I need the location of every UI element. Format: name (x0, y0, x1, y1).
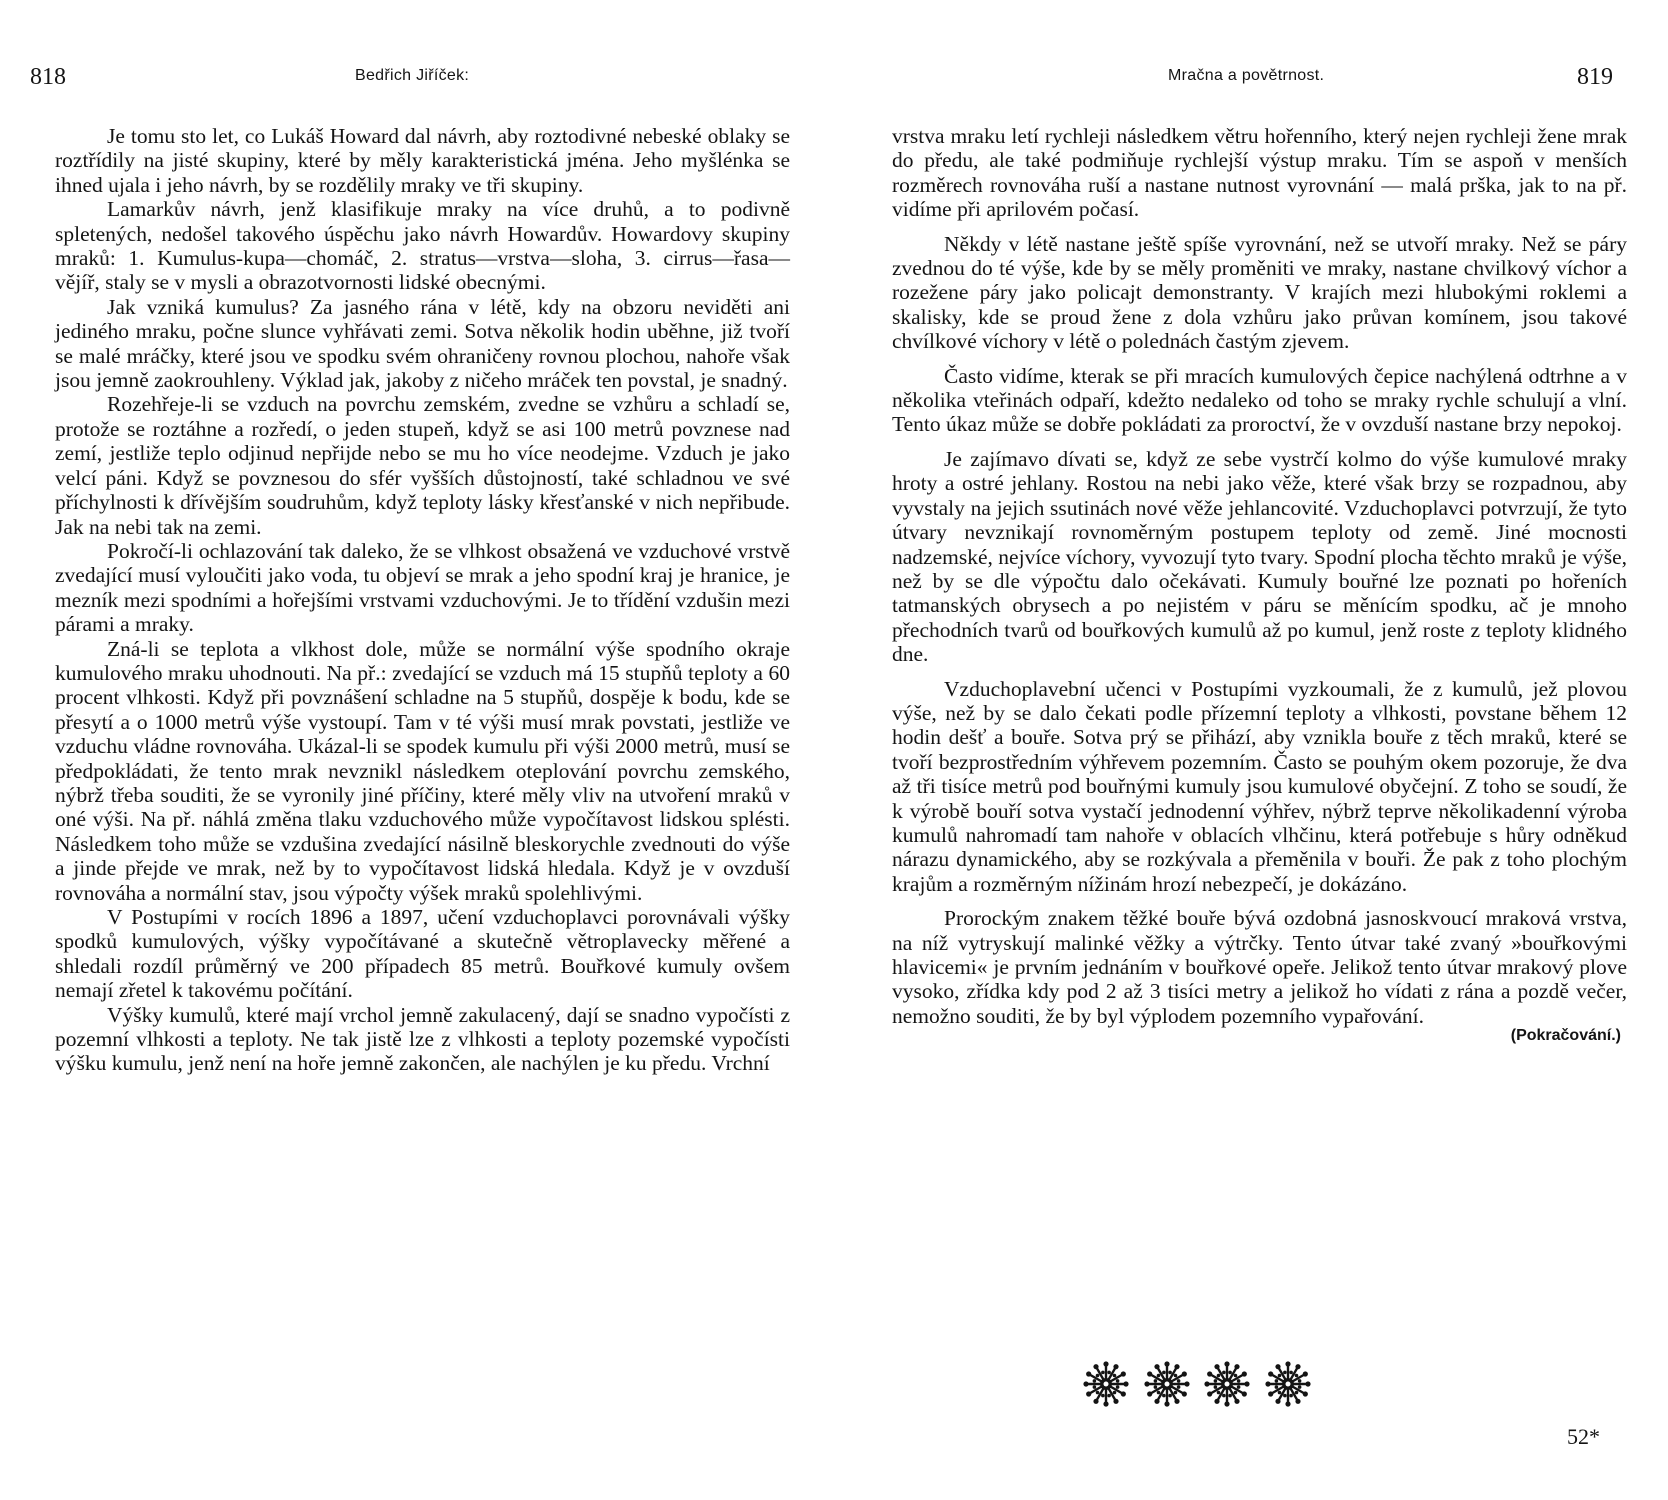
paragraph: Jak vzniká kumulus? Za jasného rána v létě, kdy na obzoru neviděti ani jediného mraku, počne slunce vyhřávati zemi. Sotva několik hodin uběhne, již tvoří se malé mráčky, které jsou ve spodku svém ohraničeny rovnou plochou, nahoře však jsou jemně zaokrouhleny. Výklad jak, jakoby z ničeho mráček ten povstal, je snadný. (55, 294, 790, 393)
right-page-number: 819 (1577, 64, 1613, 90)
paragraph: Rozehřeje-li se vzduch na povrchu zemském, zvedne se vzhůru a schladí se, protože se roztáhne a rozředí, o jeden stupeň, když se asi 100 metrů povznese nad zemí, jestliže teplo odjinud nepřijde nebo se mu ho více neodejme. Vzduch je jako velcí páni. Když se povznesou do sfér vyšších důstojností, také schladnou ve své příchylnosti k dřívějším soudruhům, když teploty lásky křesťanské v nich nepřibude. Jak na nebi tak na zemi. (55, 392, 790, 539)
paragraph: Často vidíme, kterak se při mracích kumulových čepice nachýlená odtrhne a v několika vteřinách odpaří, kdežto nedaleko od toho se mraky rychle schulují a vlní. Tento úkaz může se dobře pokládati za proroctví, že v ovzduší nastane brzy nepokoj. (892, 363, 1627, 437)
paragraph: V Postupími v rocích 1896 a 1897, učení vzduchoplavci porovnávali výšky spodků kumulových, výšky vypočítávané a skutečně větroplavecky měřené a shledali rozdíl průměrný ve 200 případech 85 metrů. Bouřkové kumuly ovšem nemají zřetel k takovému počítání. (55, 905, 790, 1003)
floral-ornament-icon (1082, 1360, 1130, 1408)
paragraph: Zná-li se teplota a vlkhost dole, může se normální výše spodního okraje kumulového mraku uhodnouti. Na př.: zvedající se vzduch má 15 stupňů teploty a 60 procent vlhkosti. Když při povznášení schladne na 5 stupňů, dospěje k bodu, kde se přesytí a o 1000 metrů výše vystoupí. Tam v té výši musí mrak povstati, jestliže ve vzduchu vládne rovnováha. Ukázal-li se spodek kumulu při výši 2000 metrů, musí se předpokládati, že tento mrak nevznikl následkem oteplování povrchu zemského, nýbrž třeba souditi, že se vyronily jiné příčiny, které měly vliv na utvoření mraků v oné výši. Na př. náhlá změna tlaku vzduchového může vypočítavost lidskou splésti. Následkem toho může se vzdušina zvedající násilně bleskorychle zvednouti do výše a jinde přejde ve mrak, než by to vypočítavost lidská hledala. Když je v ovzduší rovnováha a normální stav, jsou výpočty výšek mraků spolehlivými. (55, 636, 790, 905)
paragraph: Prorockým znakem těžké bouře bývá ozdobná jasnoskvoucí mraková vrstva, na níž vytryskují malinké věžky a výtrčky. Tento útvar také zvaný »bouřkovými hlavicemi« je prvním jednáním v bouřkové opeře. Jelikož tento útvar mrakový plove vysoko, zřídka kdy pod 2 až 3 tisíci metry a jelikož ho vídati z rána a pozdě večer, nemožno souditi, že by byl výplodem pozemního vypařování. (892, 906, 1627, 1028)
continuation-paragraph: vrstva mraku letí rychleji následkem větru hořenního, který nejen rychleji žene mrak do předu, ale také podmiňuje rychlejší výstup mraku. Tím se aspoň v menších rozměrech rovnováha ruší a nastane nutnost vyrovnání — malá prška, jak to na př. vidíme při aprilovém počasí. (892, 124, 1627, 222)
right-page-header (834, 64, 1668, 98)
paragraph: Výšky kumulů, které mají vrchol jemně zakulacený, dají se snadno vypočísti z pozemní vlhkosti a teploty. Ne tak jistě lze z vlhkosti a teploty pozemské vypočísti výšku kumulu, jenž není na hoře jemně zakončen, ale nachýlen je ku předu. Vrchní (55, 1002, 790, 1076)
left-page-header (0, 64, 834, 98)
signature-mark: 52* (1567, 1424, 1600, 1449)
continued-note: (Pokračování.) (1510, 1027, 1621, 1045)
paragraph: Lamarkův návrh, jenž klasifikuje mraky na více druhů, a to podivně spletených, nedošel takového úspěchu jako návrh Howardův. Howardovy skupiny mraků: 1. Kumulus-kupa—chomáč, 2. stratus—vrstva—sloha, 3. cirrus—řasa—vějíř, staly se v mysli a obrazotvornosti lidské obecnými. (55, 197, 790, 295)
left-running-head: Bedřich Jiříček: (355, 67, 470, 84)
left-page-number: 818 (30, 64, 66, 90)
right-running-head: Mračna a povětrnost. (1168, 67, 1325, 84)
paragraph: Je zajímavo dívati se, když ze sebe vystrčí kolmo do výše kumulové mraky hroty a ostré jehlany. Rostou na nebi jako věže, které však brzy se rozpadnou, aby vyvstaly na jejich ssutinách nové věže jehlancovité. Vzduchoplavci potvrzují, že tyto útvary nevznikají rovnoměrným postupem teploty od země. Jiné mocnosti nadzemské, nejvíce víchory, vyvozují tyto tvary. Spodní plocha těchto mraků je výše, než by se dle výpočtu dalo očekávati. Kumuly bouřné lze poznati po hořeních tatmanských obrysech a po nejistém v páru se měnícím spodku, ač je mnoho přechodních tvarů od bouřkových kumulů až po kumul, jenž roste z teploty klidného dne. (892, 446, 1627, 667)
right-page (834, 0, 1668, 1500)
paragraph: Je tomu sto let, co Lukáš Howard dal návrh, aby roztodivné nebeské oblaky se roztřídily na jisté skupiny, které by měly karakteristická jména. Jeho myšlénka se ihned ujala i jeho návrh, by se rozdělily mraky ve tři skupiny. (55, 124, 790, 197)
floral-ornament-icon (1203, 1360, 1251, 1408)
floral-ornament-icon (1143, 1360, 1191, 1408)
ornament-row (1082, 1356, 1312, 1412)
paragraph: Někdy v létě nastane ještě spíše vyrovnání, než se utvoří mraky. Než se páry zvednou do té výše, kde by se měly proměniti ve mraky, nastane chvilkový víchor a rozežene páry jako policajt demonstranty. V krajích mezi hlubokými roklemi a skalisky, kde se proud žene z dola vzhůru jako průvan komínem, jsou takové chvílkové víchory v létě o polednách častým zjevem. (892, 231, 1627, 354)
floral-ornament-icon (1264, 1360, 1312, 1408)
left-page-text (55, 124, 790, 1076)
paragraph: Pokročí-li ochlazování tak daleko, že se vlhkost obsažená ve vzduchové vrstvě zvedající musí vyloučiti jako voda, tu objeví se mrak a jeho spodní kraj je hranice, je mezník mezi spodními a hořejšími vrstvami vzduchovými. Je to třídění vzdušin mezi párami a mraky. (55, 538, 790, 637)
right-page-text (892, 124, 1627, 1049)
paragraph: Vzduchoplavební učenci v Postupími vyzkoumali, že z kumulů, jež plovou výše, než by se dalo čekati podle přízemní teploty a vlhkosti, povstane během 12 hodin dešť a bouře. Sotva prý se přihází, aby vznikla bouře z těch mraků, které se tvoří bezprostředním výhřevem pozemním. Často se pouhým okem pozoruje, že dva až tři tisíce metrů pod bouřnými kumuly jsou kumulové obyčejní. Z toho se soudí, že k výrobě bouří sotva vystačí jednodenní výhřev, nýbrž teprve několikadenní výroba kumulů nahromadí tam nahoře v oblacích vlhčinu, která potřebuje s hůry odněkud nárazu dynamického, aby se rozkývala a přeměnila v bouři. Že pak z toho plochým krajům a rozměrným nížinám hrozí nebezpečí, je dokázáno. (892, 676, 1627, 896)
